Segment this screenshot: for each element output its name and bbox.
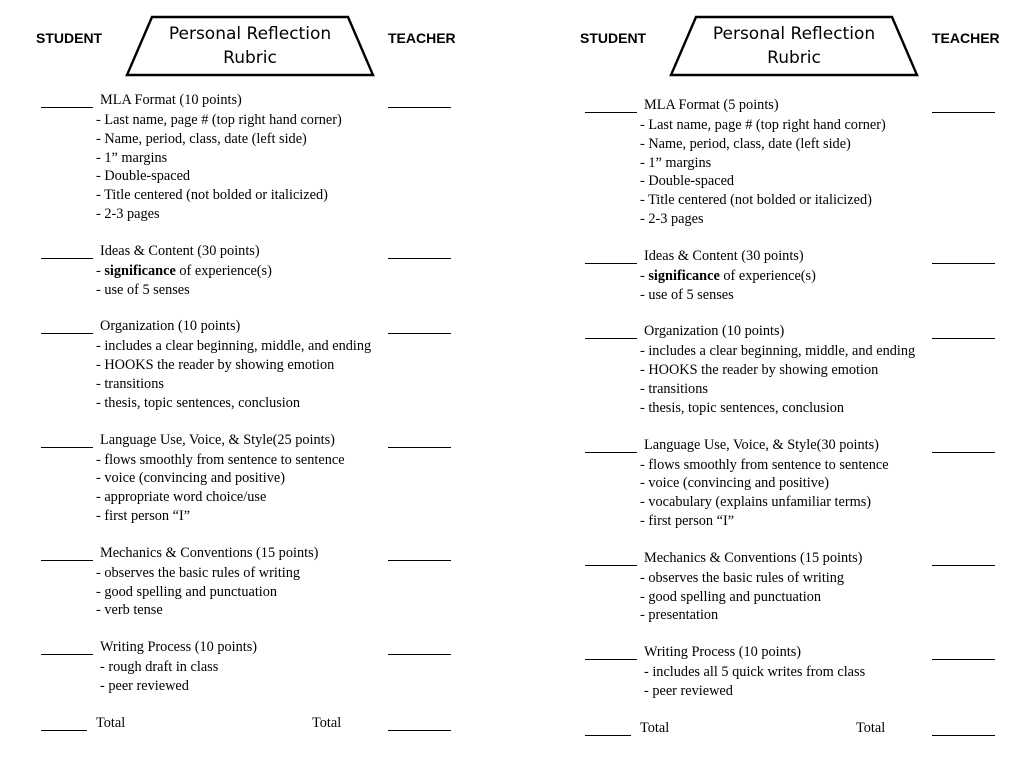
section-header: [0, 432, 470, 451]
section-title: Ideas & Content (30 points): [644, 247, 804, 264]
student-header: STUDENT: [36, 30, 103, 46]
rubric-section: [0, 639, 470, 696]
total-label-student: Total: [640, 719, 670, 736]
criteria-list: [544, 663, 1014, 701]
criteria-list: [544, 342, 1014, 417]
total-label-teacher: Total: [856, 719, 886, 736]
criteria-item: - 1” margins: [96, 149, 168, 166]
rubric-sections: [544, 97, 1014, 740]
criteria-item: - voice (convincing and positive): [96, 470, 285, 487]
criteria-item: - 2-3 pages: [640, 210, 704, 227]
criteria-item: - first person “I”: [640, 512, 735, 529]
criteria-item: - 2-3 pages: [96, 205, 160, 222]
criteria-suffix: of experience(s): [719, 267, 816, 284]
student-score-blank[interactable]: [41, 107, 93, 108]
rubric-sections: [0, 92, 470, 735]
student-total-blank[interactable]: [41, 730, 87, 731]
criteria-emphasis: significance: [648, 267, 720, 284]
total-label-student: Total: [96, 714, 126, 731]
criteria-list: [544, 267, 1014, 305]
section-header: [544, 97, 1014, 116]
teacher-score-blank[interactable]: [388, 447, 451, 448]
criteria-item: - Name, period, class, date (left side): [96, 130, 307, 147]
student-score-blank[interactable]: [585, 263, 637, 264]
criteria-item: [544, 267, 1014, 286]
teacher-score-blank[interactable]: [932, 263, 995, 264]
rubric-section: [544, 248, 1014, 305]
criteria-item: - includes a clear beginning, middle, and ending: [640, 343, 916, 360]
section-title: Writing Process (10 points): [644, 644, 802, 661]
criteria-prefix: -: [640, 267, 649, 284]
criteria-item: - Title centered (not bolded or italicized): [96, 187, 328, 204]
criteria-item: - presentation: [640, 607, 719, 624]
teacher-score-blank[interactable]: [388, 107, 451, 108]
teacher-score-blank[interactable]: [388, 560, 451, 561]
criteria-item: - includes a clear beginning, middle, and ending: [96, 338, 372, 355]
student-score-blank[interactable]: [585, 452, 637, 453]
criteria-item: - HOOKS the reader by showing emotion: [640, 362, 879, 379]
teacher-header: TEACHER: [932, 30, 1000, 46]
criteria-item: - observes the basic rules of writing: [96, 564, 301, 581]
rubric-title-line1: Personal Reflection: [168, 24, 332, 44]
criteria-list: [544, 116, 1014, 229]
student-header: STUDENT: [580, 30, 647, 46]
criteria-prefix: -: [96, 262, 105, 279]
criteria-list: [544, 456, 1014, 531]
criteria-emphasis: significance: [104, 262, 176, 279]
section-header: [544, 550, 1014, 569]
criteria-item: - first person “I”: [96, 507, 191, 524]
teacher-header: TEACHER: [388, 30, 456, 46]
teacher-score-blank[interactable]: [932, 112, 995, 113]
criteria-item: - voice (convincing and positive): [640, 475, 829, 492]
criteria-suffix: of experience(s): [175, 262, 272, 279]
teacher-score-blank[interactable]: [932, 565, 995, 566]
student-total-blank[interactable]: [585, 735, 631, 736]
teacher-total-blank[interactable]: [388, 730, 451, 731]
teacher-score-blank[interactable]: [388, 258, 451, 259]
teacher-score-blank[interactable]: [388, 654, 451, 655]
section-title: Organization (10 points): [644, 323, 785, 340]
criteria-item: - Name, period, class, date (left side): [640, 135, 851, 152]
teacher-score-blank[interactable]: [932, 659, 995, 660]
student-score-blank[interactable]: [585, 659, 637, 660]
criteria-item: - transitions: [96, 375, 164, 392]
criteria-item: - Double-spaced: [96, 168, 191, 185]
criteria-list: [0, 451, 470, 526]
criteria-list: [0, 564, 470, 620]
section-header: [0, 639, 470, 658]
section-header: [0, 92, 470, 111]
rubric-section: [544, 644, 1014, 701]
rubric-title: [668, 22, 920, 70]
student-score-blank[interactable]: [41, 447, 93, 448]
rubric-title-line2: Rubric: [767, 48, 821, 68]
criteria-item: - peer reviewed: [644, 682, 733, 699]
criteria-item: - good spelling and punctuation: [640, 588, 822, 605]
rubric-title-line2: Rubric: [223, 48, 277, 68]
criteria-item: - thesis, topic sentences, conclusion: [640, 399, 845, 416]
criteria-item: - HOOKS the reader by showing emotion: [96, 357, 335, 374]
criteria-item: - vocabulary (explains unfamiliar terms): [640, 494, 872, 511]
section-header: [544, 644, 1014, 663]
rubric-section: [0, 92, 470, 224]
criteria-item: - Double-spaced: [640, 173, 735, 190]
section-header: [0, 545, 470, 564]
rubric-section: [544, 550, 1014, 625]
rubric-right: [544, 0, 1024, 768]
total-label-teacher: Total: [312, 714, 342, 731]
rubric-section: [0, 545, 470, 620]
criteria-item: [0, 262, 470, 281]
teacher-total-blank[interactable]: [932, 735, 995, 736]
criteria-item: - observes the basic rules of writing: [640, 569, 845, 586]
section-title: Writing Process (10 points): [100, 639, 258, 656]
criteria-item: - flows smoothly from sentence to sentence: [96, 451, 345, 468]
section-title: Language Use, Voice, & Style(25 points): [100, 431, 335, 448]
section-header: [544, 323, 1014, 342]
rubric-section: [544, 323, 1014, 417]
section-header: [544, 248, 1014, 267]
criteria-item: - verb tense: [96, 602, 163, 619]
student-score-blank[interactable]: [585, 565, 637, 566]
section-title: Ideas & Content (30 points): [100, 242, 260, 259]
criteria-item: - Title centered (not bolded or italicized): [640, 192, 872, 209]
section-title: Organization (10 points): [100, 318, 241, 335]
criteria-item: - good spelling and punctuation: [96, 583, 278, 600]
rubric-section: [0, 243, 470, 300]
teacher-score-blank[interactable]: [932, 338, 995, 339]
section-title: MLA Format (10 points): [100, 92, 242, 108]
student-score-blank[interactable]: [41, 654, 93, 655]
student-score-blank[interactable]: [585, 338, 637, 339]
section-title: Mechanics & Conventions (15 points): [100, 544, 319, 561]
criteria-list: [0, 658, 470, 696]
rubric-title-line1: Personal Reflection: [712, 24, 876, 44]
criteria-item: - peer reviewed: [100, 677, 189, 694]
section-title: Mechanics & Conventions (15 points): [644, 549, 863, 566]
section-header: [544, 437, 1014, 456]
rubric-section: [0, 318, 470, 412]
criteria-list: [0, 262, 470, 300]
criteria-item: - use of 5 senses: [96, 281, 190, 298]
criteria-list: [544, 569, 1014, 625]
teacher-score-blank[interactable]: [932, 452, 995, 453]
criteria-item: - thesis, topic sentences, conclusion: [96, 394, 301, 411]
student-score-blank[interactable]: [41, 258, 93, 259]
criteria-item: - 1” margins: [640, 154, 712, 171]
criteria-item: - appropriate word choice/use: [96, 489, 267, 506]
section-header: [0, 243, 470, 262]
rubric-section: [0, 432, 470, 526]
rubric-section: [544, 97, 1014, 229]
criteria-list: [0, 111, 470, 224]
total-row: [0, 715, 470, 735]
section-header: [0, 318, 470, 337]
section-title: MLA Format (5 points): [644, 97, 779, 113]
criteria-list: [0, 337, 470, 412]
student-score-blank[interactable]: [41, 560, 93, 561]
criteria-item: - rough draft in class: [100, 659, 219, 676]
student-score-blank[interactable]: [585, 112, 637, 113]
criteria-item: - Last name, page # (top right hand corner): [640, 117, 886, 133]
total-row: [544, 720, 1014, 740]
criteria-item: - flows smoothly from sentence to sentence: [640, 456, 889, 473]
rubric-title: [124, 22, 376, 70]
section-title: Language Use, Voice, & Style(30 points): [644, 436, 879, 453]
criteria-item: - Last name, page # (top right hand corner): [96, 112, 342, 128]
criteria-item: - includes all 5 quick writes from class: [644, 664, 866, 681]
criteria-item: - transitions: [640, 380, 708, 397]
student-score-blank[interactable]: [41, 333, 93, 334]
criteria-item: - use of 5 senses: [640, 286, 734, 303]
teacher-score-blank[interactable]: [388, 333, 451, 334]
rubric-section: [544, 437, 1014, 531]
